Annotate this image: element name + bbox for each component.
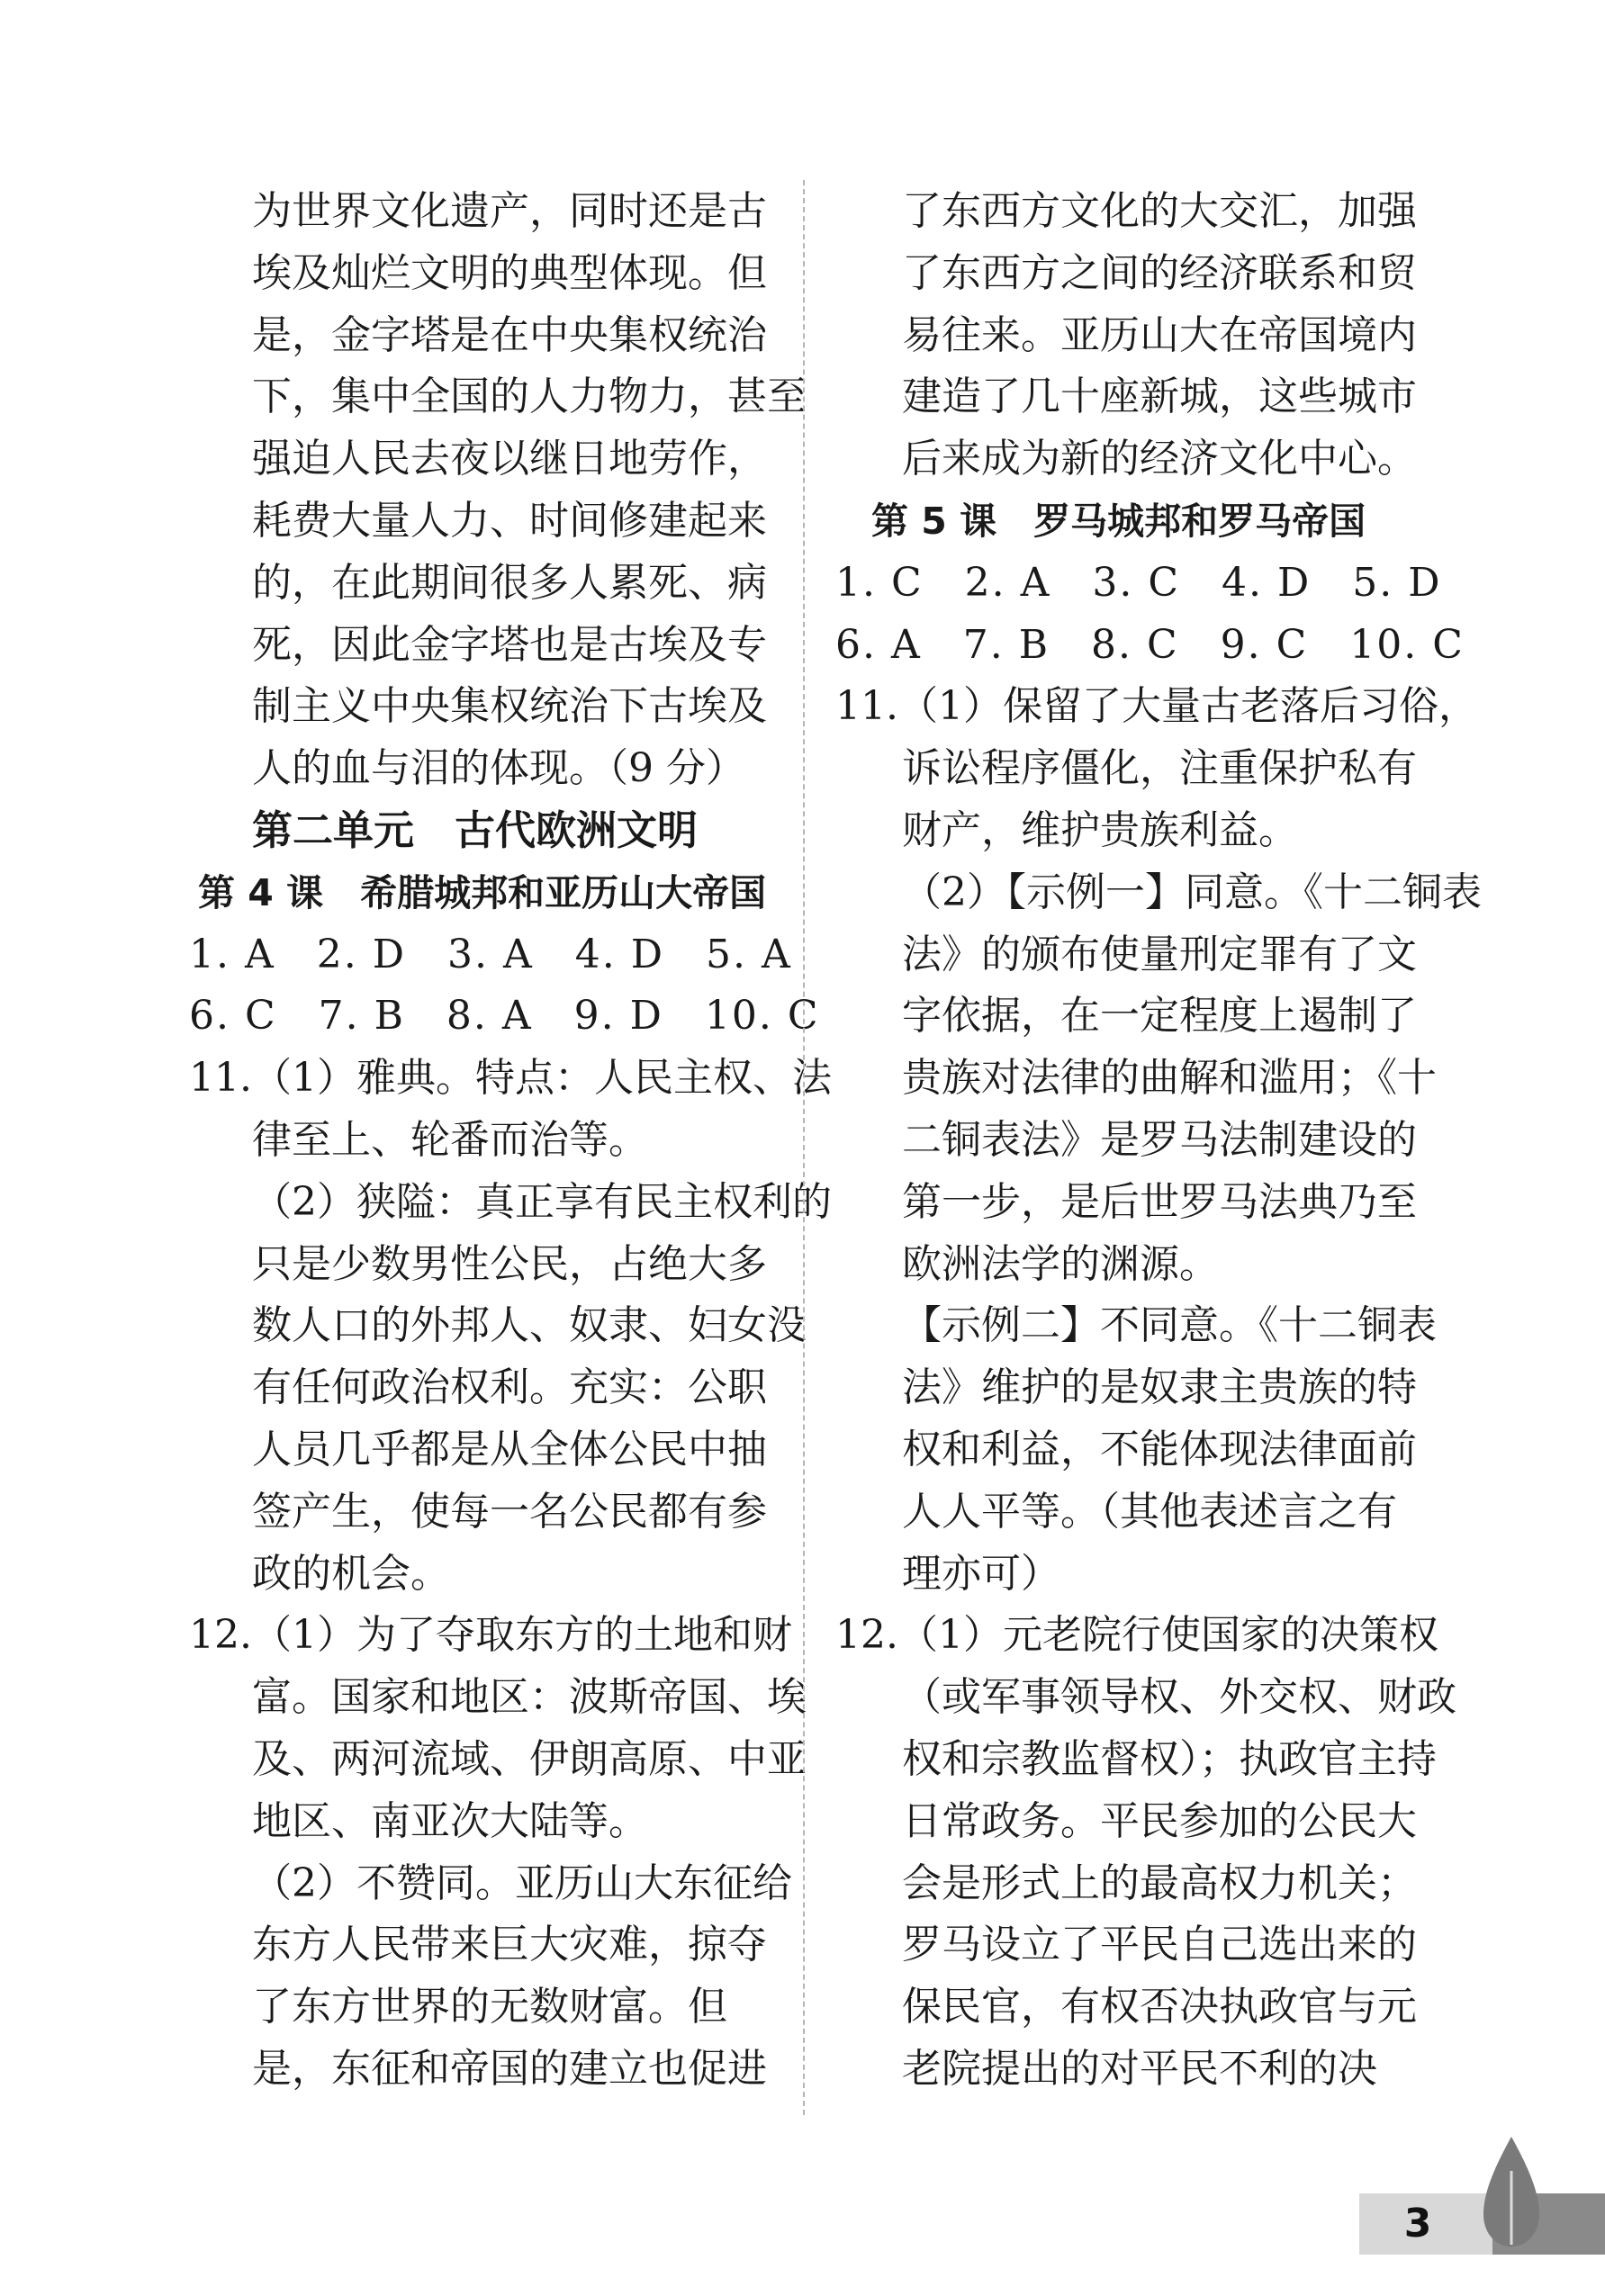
text-line: 人员几乎都是从全体公民中抽 [252,1427,767,1472]
text-line: 强迫人民去夜以继日地劳作， [252,436,767,482]
text-line: 理亦可） [902,1550,1060,1597]
column-divider [803,180,805,2115]
text-line: 法》维护的是奴隶主贵族的特 [902,1364,1417,1411]
text-line: （2）狭隘：真正享有民主权利的 [252,1178,832,1225]
text-line: 第二单元 古代欧洲文明 [252,806,699,854]
leaf-icon [1482,2135,1541,2250]
text-line: 【示例二】不同意。《十二铜表 [902,1302,1437,1349]
text-line: 罗马设立了平民自己选出来的 [902,1922,1417,1968]
text-line: 地区、南亚次大陆等。 [252,1797,648,1844]
text-line: 富。国家和地区：波斯帝国、埃 [252,1674,807,1721]
text-line: 法》的颁布使量刑定罪有了文 [902,931,1417,977]
text-line: 东方人民带来巨大灾难，掠夺 [252,1922,767,1968]
text-line: （或军事领导权、外交权、财政 [902,1674,1456,1721]
page-number: 3 [1403,2201,1432,2246]
text-line: 了东西方文化的大交汇，加强 [902,188,1417,234]
text-line: 保民官，有权否决执政官与元 [902,1984,1417,2030]
text-line: 死，因此金字塔也是古埃及专 [252,621,767,668]
text-line: 易往来。亚历山大在帝国境内 [902,311,1417,358]
text-line: 12.（1）元老院行使国家的决策权 [835,1612,1438,1659]
text-line: 后来成为新的经济文化中心。 [902,436,1417,482]
text-line: 6. A 7. B 8. C 9. C 10. C [835,621,1465,668]
text-line: 权和利益，不能体现法律面前 [902,1427,1417,1472]
text-line: 是，东征和帝国的建立也促进 [252,2046,767,2092]
text-line: 是，金字塔是在中央集权统治 [252,311,767,358]
text-line: 老院提出的对平民不利的决 [902,2046,1377,2092]
text-line: 12.（1）为了夺取东方的土地和财 [189,1612,792,1659]
text-line: （2）【示例一】同意。《十二铜表 [902,869,1482,915]
text-line: 人人平等。（其他表述言之有 [902,1488,1397,1535]
text-line: 埃及灿烂文明的典型体现。但 [252,249,767,296]
text-line: 会是形式上的最高权力机关； [902,1859,1417,1906]
text-line: 耗费大量人力、时间修建起来 [252,498,767,544]
text-line: 1. A 2. D 3. A 4. D 5. A [189,931,792,977]
text-line: 及、两河流域、伊朗高原、中亚 [252,1736,807,1782]
text-line: 11.（1）保留了大量古老落后习俗， [835,683,1478,730]
text-line: 建造了几十座新城，这些城市 [902,374,1417,420]
text-line: 数人口的外邦人、奴隶、妇女没 [252,1302,807,1349]
text-line: 日常政务。平民参加的公民大 [902,1797,1417,1844]
text-line: 的，在此期间很多人累死、病 [252,559,767,606]
text-line: 了东方世界的无数财富。但 [252,1984,727,2030]
text-line: 只是少数男性公民，占绝大多 [252,1240,767,1287]
text-line: 财产，维护贵族利益。 [902,807,1298,853]
text-line: （2）不赞同。亚历山大东征给 [252,1859,792,1906]
text-line: 人的血与泪的体现。（9 分） [252,745,745,792]
text-line: 制主义中央集权统治下古埃及 [252,683,767,730]
text-line: 第 5 课 罗马城邦和罗马帝国 [871,500,1366,543]
text-line: 政的机会。 [252,1550,450,1597]
text-line: 权和宗教监督权）；执政官主持 [902,1736,1437,1782]
text-line: 诉讼程序僵化，注重保护私有 [902,745,1417,792]
text-line: 1. C 2. A 3. C 4. D 5. D [835,559,1442,606]
text-line: 6. C 7. B 8. A 9. D 10. C [189,993,820,1040]
text-line: 贵族对法律的曲解和滥用；《十 [902,1055,1437,1102]
text-line: 有任何政治权利。充实：公职 [252,1364,767,1411]
text-line: 为世界文化遗产，同时还是古 [252,188,767,234]
text-line: 律至上、轮番而治等。 [252,1117,648,1163]
text-line: 11.（1）雅典。特点：人民主权、法 [189,1055,832,1102]
text-line: 了东西方之间的经济联系和贸 [902,249,1417,296]
text-line: 第 4 课 希腊城邦和亚历山大帝国 [198,870,767,914]
text-line: 签产生，使每一名公民都有参 [252,1488,767,1535]
text-line: 欧洲法学的渊源。 [902,1240,1219,1287]
text-line: 字依据，在一定程度上遏制了 [902,993,1417,1040]
text-line: 第一步，是后世罗马法典乃至 [902,1178,1417,1225]
text-line: 二铜表法》是罗马法制建设的 [902,1117,1417,1163]
text-line: 下，集中全国的人力物力，甚至 [252,374,807,420]
